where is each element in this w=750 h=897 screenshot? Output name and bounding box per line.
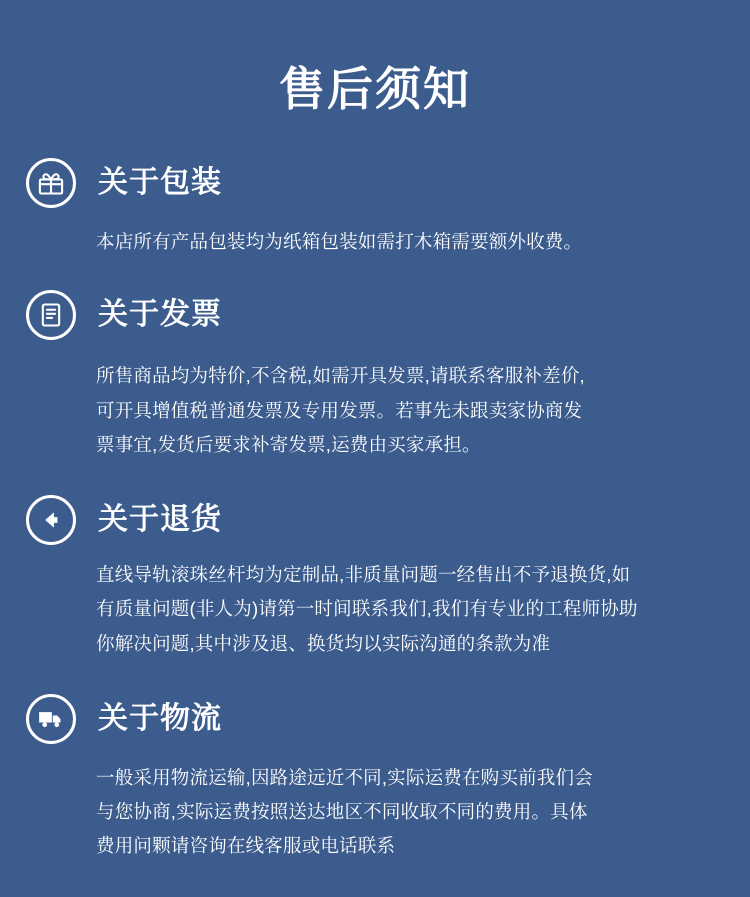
section-header bbox=[0, 287, 714, 343]
section-header bbox=[0, 155, 714, 211]
body-line: 一般采用物流运输,因路途远近不同,实际运费在购买前我们会 bbox=[96, 766, 593, 788]
arrow-left-icon bbox=[26, 495, 76, 545]
section-return bbox=[0, 492, 750, 661]
body-line: 与您协商,实际运费按照送达地区不同收取不同的费用。具体 bbox=[96, 800, 588, 822]
body-line: 有质量问题(非人为)请第一时间联系我们,我们有专业的工程师协助 bbox=[96, 598, 638, 620]
section-body bbox=[96, 359, 714, 462]
section-invoice bbox=[0, 287, 750, 462]
gift-icon bbox=[26, 158, 76, 208]
truck-icon bbox=[26, 694, 76, 744]
body-line: 所售商品均为特价,不含税,如需开具发票,请联系客服补差价, bbox=[96, 365, 585, 387]
section-heading: 关于退货 bbox=[98, 503, 222, 537]
section-logistics bbox=[0, 691, 750, 864]
invoice-document-icon bbox=[26, 290, 76, 340]
section-body bbox=[96, 761, 714, 864]
body-line: 票事宜,发货后要求补寄发票,运费由买家承担。 bbox=[96, 433, 481, 455]
body-line: 费用问颗请咨询在线客服或电话联系 bbox=[96, 835, 396, 857]
page-title: 售后须知 bbox=[279, 63, 471, 115]
section-body bbox=[96, 558, 714, 661]
body-line: 可开具增值税普通发票及专用发票。若事先未跟卖家协商发 bbox=[96, 399, 583, 421]
section-packaging bbox=[0, 155, 750, 259]
section-header bbox=[0, 691, 714, 747]
body-line: 直线导轨滚珠丝杆均为定制品,非质量问题一经售出不予退换货,如 bbox=[96, 564, 631, 586]
body-line: 本店所有产品包装均为纸箱包装如需打木箱需要额外收费。 bbox=[96, 231, 583, 253]
section-heading: 关于包装 bbox=[98, 166, 222, 200]
section-header bbox=[0, 492, 714, 548]
section-heading: 关于发票 bbox=[98, 298, 222, 332]
section-heading: 关于物流 bbox=[98, 701, 222, 735]
sections-list bbox=[0, 155, 750, 863]
body-line: 你解决问题,其中涉及退、换货均以实际沟通的条款为准 bbox=[96, 632, 551, 654]
section-body bbox=[96, 225, 714, 259]
